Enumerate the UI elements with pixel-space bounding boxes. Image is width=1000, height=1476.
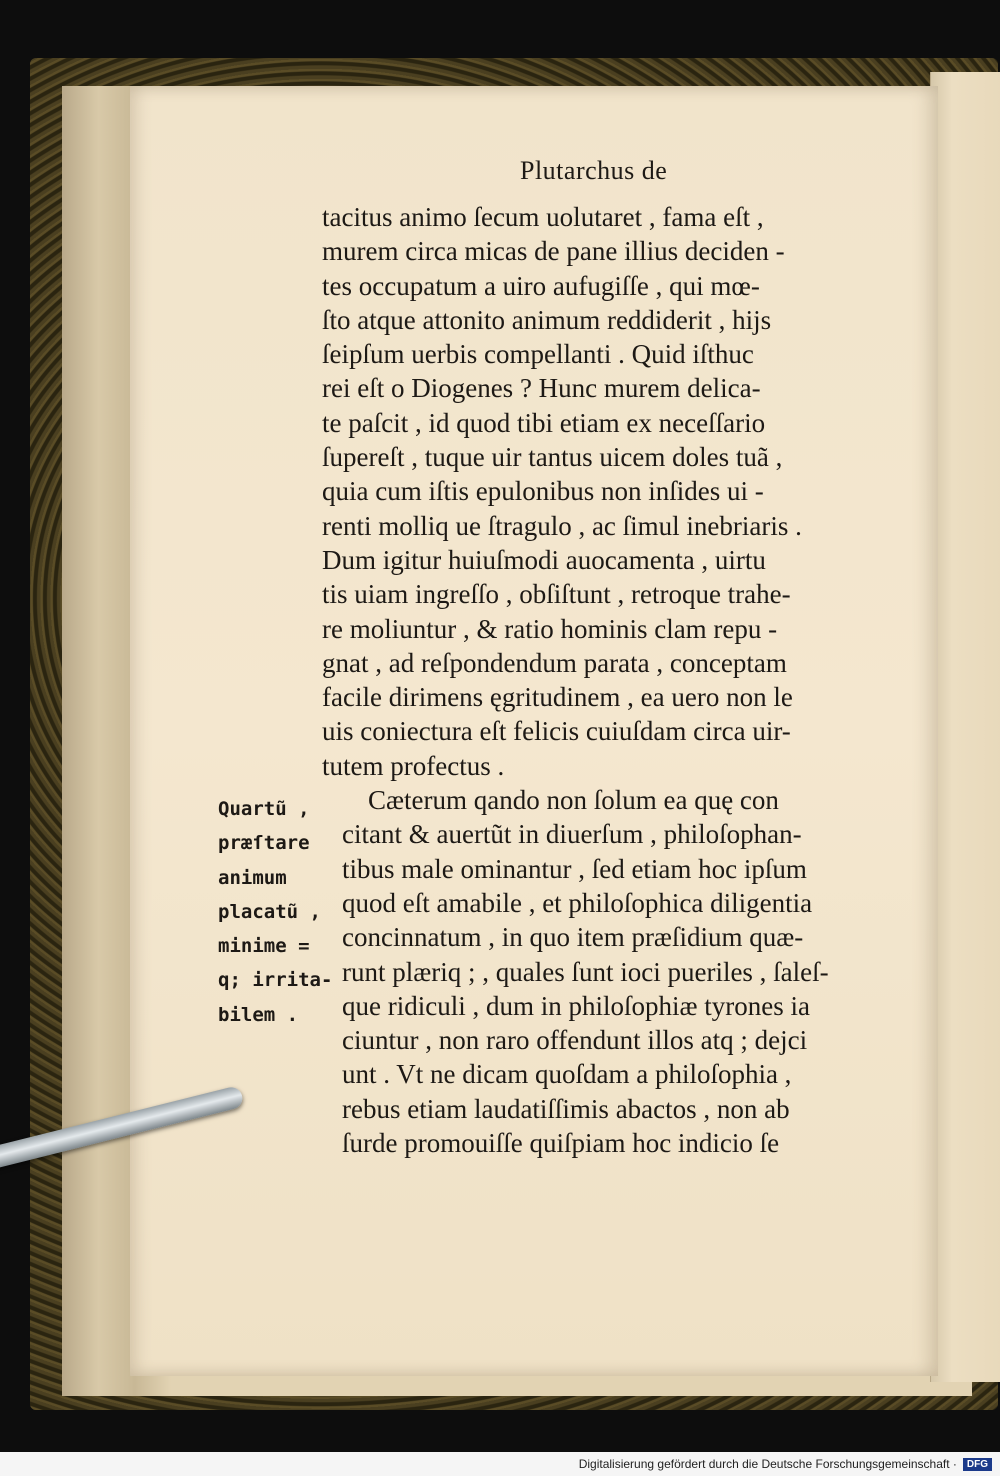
text-line: murem circa micas de pane illius deciden - xyxy=(322,236,785,267)
running-head: Plutarchus de xyxy=(520,156,668,185)
text-line: Cæterum qando non ſolum ea quę con xyxy=(368,785,779,816)
marginal-note-line: bilem . xyxy=(218,1003,299,1026)
text-line: rei eſt o Diogenes ? Hunc murem delica- xyxy=(322,373,761,404)
text-line: ſupereſt , tuque uir tantus uicem doles tuã , xyxy=(322,442,783,473)
text-line: ciuntur , non raro offendunt illos atq ; dejci xyxy=(342,1025,808,1056)
text-line: ſurde promouiſſe quiſpiam hoc indicio ſe xyxy=(342,1128,780,1159)
marginal-note-line: præſtare xyxy=(218,832,310,855)
text-line: tacitus animo ſecum uolutaret , fama eſt , xyxy=(322,202,764,232)
footer-bar xyxy=(0,1452,1000,1476)
text-line: ſeipſum uerbis compellanti . Quid iſthuc xyxy=(322,339,754,370)
text-line: citant & auertũt in diuerſum , philoſophan- xyxy=(342,819,802,850)
text-line: facile dirimens ęgritudinem , ea uero non le xyxy=(322,682,793,713)
text-line: tutem profectus . xyxy=(322,750,505,781)
text-line: quia cum iſtis epulonibus non inſides ui - xyxy=(322,476,764,507)
text-line: rebus etiam laudatiſſimis abactos , non ab xyxy=(342,1093,790,1124)
marginal-note-line: Quartũ , xyxy=(218,798,310,820)
marginal-note xyxy=(218,792,333,1032)
marginal-note-line: animum xyxy=(218,866,287,889)
text-line: tibus male ominantur , ſed etiam hoc ipſum xyxy=(342,853,807,884)
marginal-note-line: minime = xyxy=(218,935,310,958)
marginal-note-line: q; irrita- xyxy=(218,969,333,992)
text-line: tis uiam ingreſſo , obſiſtunt , retroque trahe- xyxy=(322,579,791,610)
text-line: concinnatum , in quo item præſidium quæ- xyxy=(342,922,804,953)
footer-text: Digitalisierung gefördert durch die Deutsche Forschungsgemeinschaft · xyxy=(578,1457,957,1471)
text-line: tes occupatum a uiro aufugiſſe , qui mœ- xyxy=(322,270,760,301)
text-line: runt plæriq ; , quales ſunt ioci pueriles , ſaleſ- xyxy=(342,956,829,987)
facing-page-edge xyxy=(930,72,1000,1382)
text-line: quod eſt amabile , et philoſophica diligentia xyxy=(342,887,813,918)
text-line: uis coniectura eſt felicis cuiuſdam circa uir- xyxy=(322,716,791,747)
text-line: re moliuntur , & ratio hominis clam repu - xyxy=(322,613,778,644)
dfg-logo: DFG xyxy=(963,1458,992,1471)
text-line: que ridiculi , dum in philoſophiæ tyrones ia xyxy=(342,990,810,1021)
text-line: renti molliq ue ſtragulo , ac ſimul inebriaris . xyxy=(322,510,802,541)
text-line: ſto atque attonito animum reddiderit , hijs xyxy=(322,304,772,335)
text-line: te paſcit , id quod tibi etiam ex neceſſario xyxy=(322,407,766,438)
text-line: gnat , ad reſpondendum parata , conceptam xyxy=(322,647,787,678)
text-line: unt . Vt ne dicam quoſdam a philoſophia , xyxy=(342,1059,792,1090)
body-text xyxy=(322,200,922,1160)
marginal-note-line: placatũ , xyxy=(218,900,321,923)
text-line: Dum igitur huiuſmodi auocamenta , uirtu xyxy=(322,544,766,575)
